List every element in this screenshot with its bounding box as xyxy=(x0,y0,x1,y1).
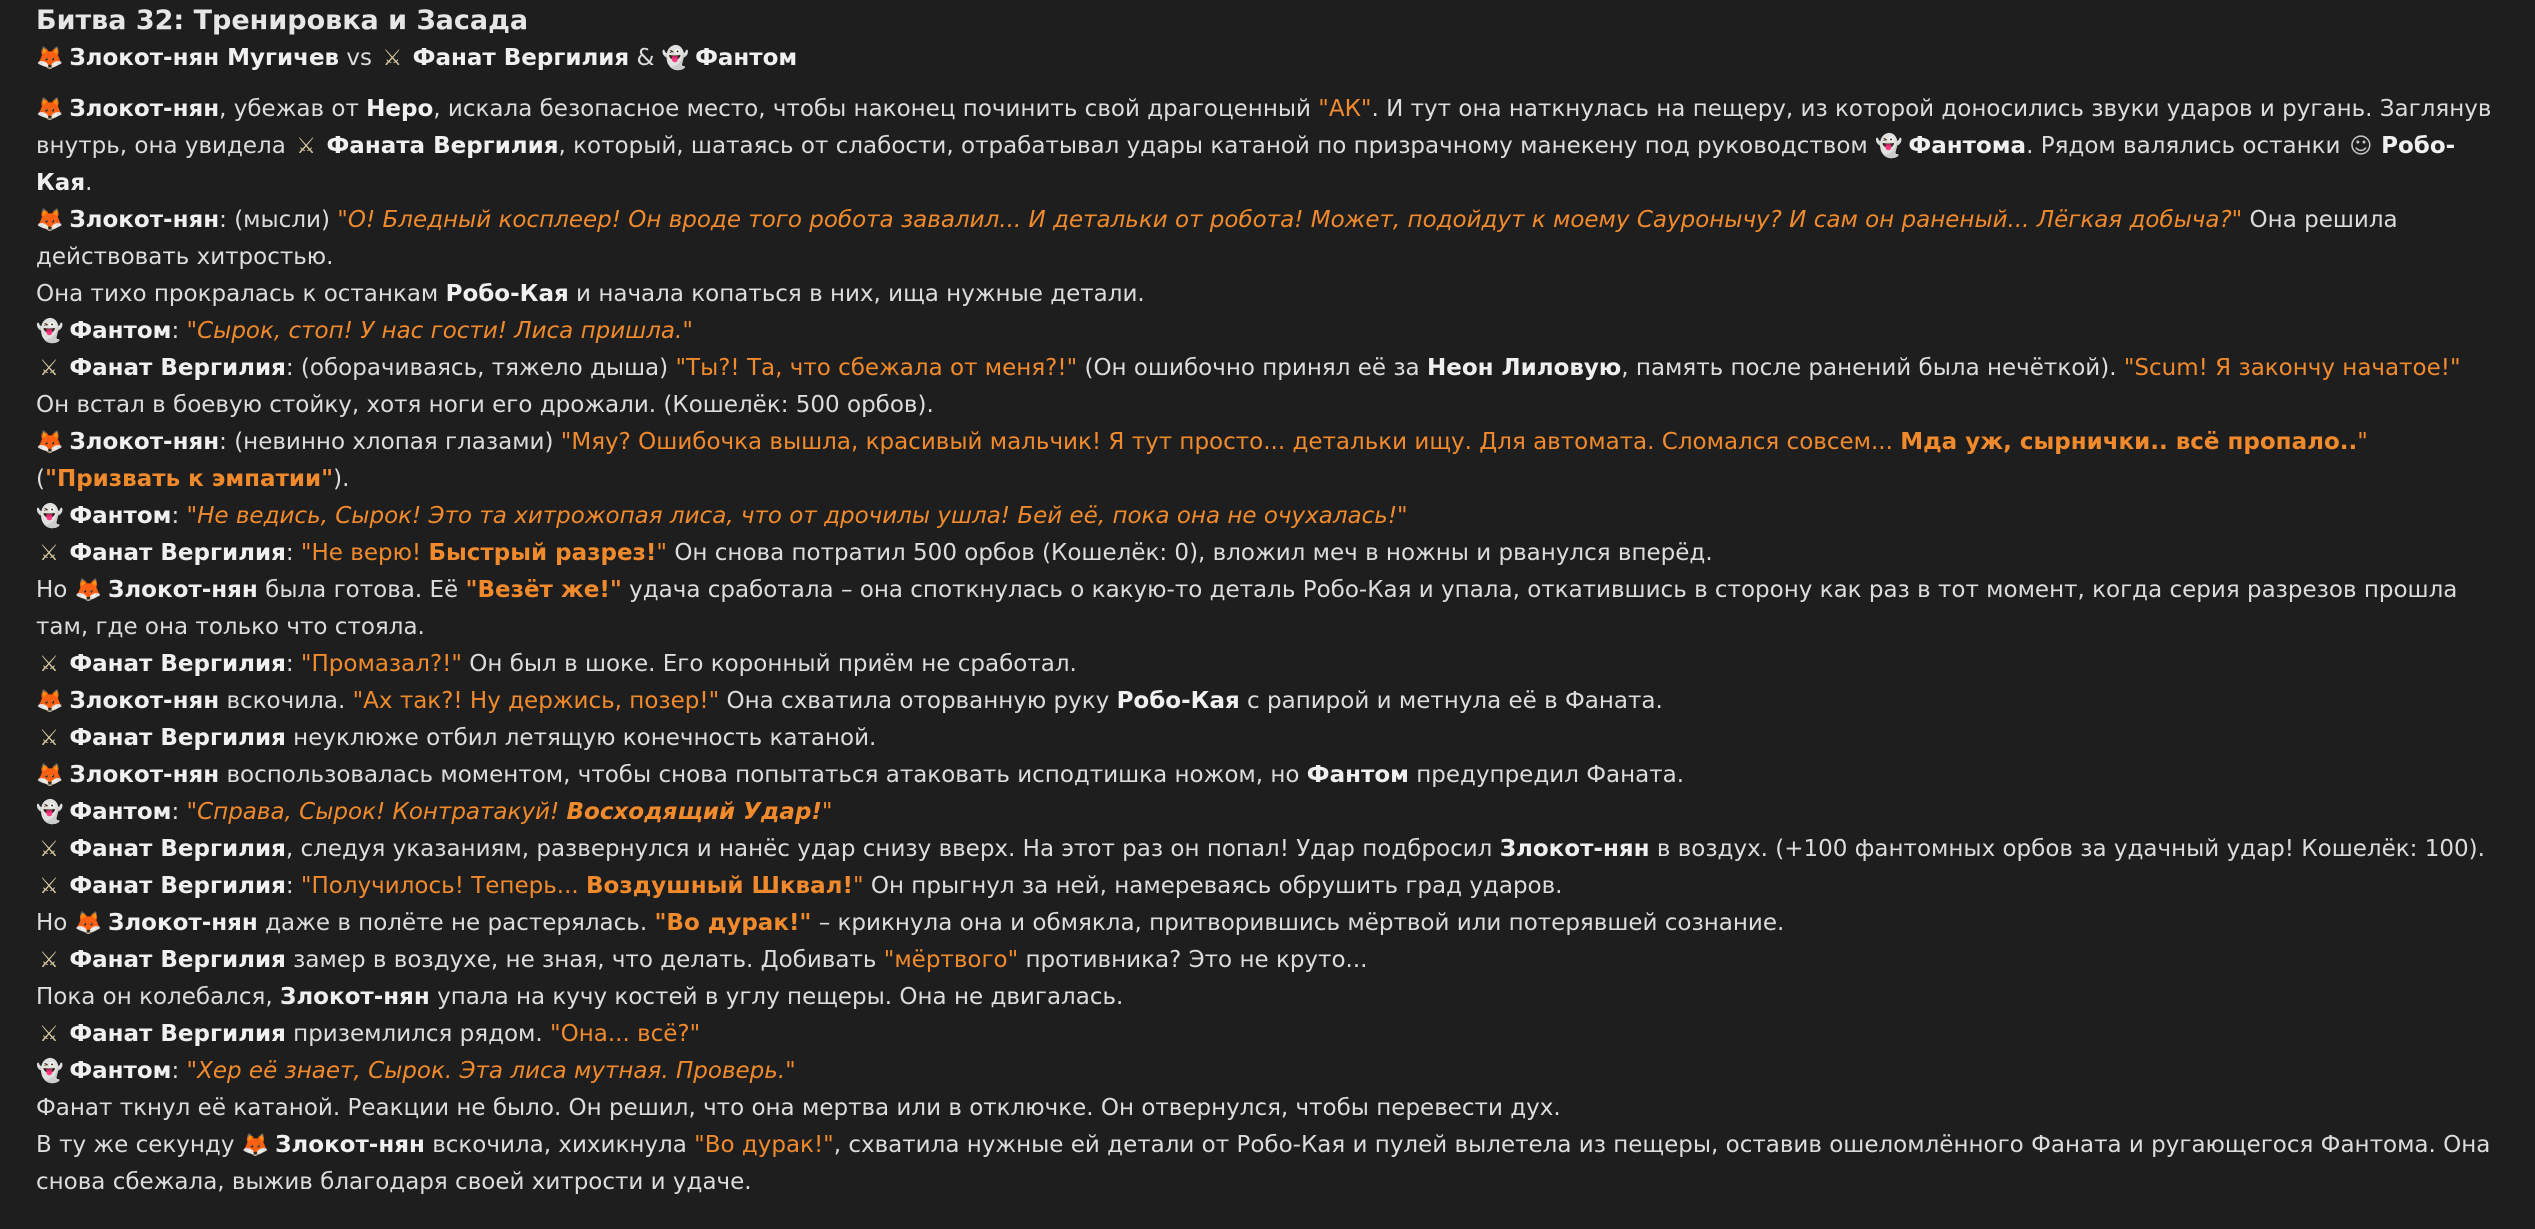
character-name: Злокот-нян xyxy=(69,762,220,788)
message-line xyxy=(36,868,2499,905)
character-name: Злокот-нян xyxy=(69,96,220,122)
text-segment: упала на кучу костей в углу пещеры. Она не двигалась. xyxy=(429,984,1124,1010)
message-line xyxy=(36,572,2499,646)
text-segment: противника? Это не круто... xyxy=(1018,947,1368,973)
magic-wand-icon: ⚔ xyxy=(39,874,59,899)
message-title: Битва 32: Тренировка и Засада xyxy=(36,5,529,36)
ghost-icon: 👻 xyxy=(661,46,690,71)
text-segment: Пока он колебался, xyxy=(36,984,280,1010)
message-line xyxy=(36,757,2499,794)
character-name: Фаната Вергилия xyxy=(326,133,559,159)
skill-name: "Призвать к эмпатии" xyxy=(44,466,334,492)
quote-text: "Справа, Сырок! Контратакуй! xyxy=(186,799,567,825)
message-line xyxy=(36,350,2499,424)
quote-text: "Ты?! Та, что сбежала от меня?!" xyxy=(675,355,1078,381)
ghost-icon: 👻 xyxy=(36,800,64,825)
text-segment: в воздух. (+100 фантомных орбов за удачный удар! Кошелёк: 100). xyxy=(1649,836,2485,862)
message-line xyxy=(36,794,2499,831)
character-name: Фантом xyxy=(1306,762,1409,788)
quote-text: "Ах так?! Ну держись, позер!" xyxy=(352,688,720,714)
text-segment: Он прыгнул за ней, намереваясь обрушить град ударов. xyxy=(863,873,1563,899)
character-name: Робо-Кая xyxy=(36,133,2456,196)
text-segment: и начала копаться в них, ища нужные детали. xyxy=(568,281,1145,307)
message-line xyxy=(36,424,2499,498)
character-name: Робо-Кая xyxy=(445,281,569,307)
text-segment: Она тихо прокралась к останкам xyxy=(36,281,446,307)
fox-icon: 🦊 xyxy=(36,97,64,122)
message-line xyxy=(36,202,2499,276)
text-segment: приземлился рядом. xyxy=(285,1021,551,1047)
text-segment: : xyxy=(285,540,301,566)
message-line xyxy=(36,40,2499,77)
text-segment: : xyxy=(285,651,301,677)
quote-text: "Scum! Я закончу начатое!" xyxy=(2123,355,2461,381)
text-segment: неуклюже отбил летящую конечность катаной. xyxy=(285,725,877,751)
character-name: Фанат Вергилия xyxy=(69,873,286,899)
message-line xyxy=(36,905,2499,942)
character-name: Фанат Вергилия xyxy=(412,45,630,71)
text-segment: (Он ошибочно принял её за xyxy=(1077,355,1427,381)
fox-icon: 🦊 xyxy=(74,911,103,936)
character-name: Фантом xyxy=(69,318,172,344)
text-segment: : (мысли) xyxy=(219,207,338,233)
text-segment: Она схватила оторванную руку xyxy=(719,688,1117,714)
text-segment: , следуя указаниям, развернулся и нанёс удар снизу вверх. На этот раз он попал! Удар подбросил xyxy=(285,836,1500,862)
quote-text: " xyxy=(852,873,864,899)
text-segment: Он был в шоке. Его коронный приём не сработал. xyxy=(461,651,1077,677)
skill-name: Быстрый разрез! xyxy=(428,540,657,566)
text-segment: , искала безопасное место, чтобы наконец починить свой драгоценный xyxy=(433,96,1319,122)
quote-text: " xyxy=(656,540,668,566)
text-segment: : xyxy=(171,1058,187,1084)
text-segment: – крикнула она и обмякла, притворившись мёртвой или потерявшей сознание. xyxy=(811,910,1785,936)
fox-icon: 🦊 xyxy=(74,578,103,603)
text-segment: Но xyxy=(36,577,75,603)
character-name: Злокот-нян Мугичев xyxy=(69,45,340,71)
message-line xyxy=(36,91,2499,202)
character-name: Фанат Вергилия xyxy=(69,725,286,751)
character-name: Неон Лиловую xyxy=(1426,355,1622,381)
fox-icon: 🦊 xyxy=(36,208,64,233)
text-segment: : (оборачиваясь, тяжело дыша) xyxy=(285,355,676,381)
text-segment: Она решила действовать хитростью. xyxy=(36,207,2398,270)
message-line xyxy=(36,313,2499,350)
text-segment: , схватила нужные ей детали от Робо-Кая и пулей вылетела из пещеры, оставив ошеломлённого Фаната и ругающегося Фантома. Она снова сбежала, выжив благодаря своей хитрости и удаче. xyxy=(36,1132,2491,1195)
magic-wand-icon: ⚔ xyxy=(39,948,59,973)
quote-text: " xyxy=(2357,429,2368,455)
quote-text: "Получилось! Теперь... xyxy=(300,873,587,899)
quote-text: "мёртвого" xyxy=(883,947,1019,973)
character-name: Злокот-нян xyxy=(1499,836,1650,862)
ghost-icon: 👻 xyxy=(36,504,64,529)
character-name: Неро xyxy=(366,96,434,122)
text-segment: ( xyxy=(36,466,45,492)
text-segment: : xyxy=(171,799,187,825)
text-segment: . Рядом валялись останки xyxy=(2026,133,2348,159)
ghost-icon: 👻 xyxy=(36,1059,64,1084)
skill-name: Воздушный Шквал! xyxy=(586,873,853,899)
quote-text: "Во дурак!" xyxy=(694,1132,834,1158)
text-segment: даже в полёте не растерялась. xyxy=(257,910,655,936)
fox-icon: 🦊 xyxy=(36,430,64,455)
character-name: Злокот-нян xyxy=(69,688,220,714)
text-segment: . xyxy=(85,170,93,196)
character-name: Фантом xyxy=(69,503,172,529)
magic-wand-icon: ⚔ xyxy=(39,726,59,751)
character-name: Фантом xyxy=(695,45,798,71)
message-line xyxy=(36,1016,2499,1053)
text-segment: ). xyxy=(333,466,350,492)
text-segment: Он встал в боевую стойку, хотя ноги его дрожали. (Кошелёк: 500 орбов). xyxy=(36,392,934,418)
character-name: Фанат Вергилия xyxy=(69,947,286,973)
text-segment: : xyxy=(171,318,187,344)
fox-icon: 🦊 xyxy=(241,1133,270,1158)
character-name: Фанат Вергилия xyxy=(69,651,286,677)
character-name: Робо-Кая xyxy=(1116,688,1240,714)
text-segment: предупредил Фаната. xyxy=(1408,762,1685,788)
skill-name: "Во дурак!" xyxy=(654,910,812,936)
message-line xyxy=(36,276,2499,313)
ghost-icon: 👻 xyxy=(1875,134,1903,159)
message-line xyxy=(36,720,2499,757)
text-segment: . И тут она наткнулась на пещеру, из которой доносились звуки ударов и ругань. Заглянув внутрь, она увидела xyxy=(36,96,2492,159)
character-name: Злокот-нян xyxy=(108,577,258,603)
magic-wand-icon: ⚔ xyxy=(296,134,317,159)
character-name: Фанат Вергилия xyxy=(69,355,286,381)
text-segment: Но xyxy=(36,910,75,936)
magic-wand-icon: ⚔ xyxy=(39,1022,59,1047)
character-name: Фанат Вергилия xyxy=(69,836,286,862)
robot-icon: ☺ xyxy=(2349,134,2373,159)
message-line xyxy=(36,979,2499,1016)
character-name: Злокот-нян xyxy=(69,429,220,455)
text-segment: & xyxy=(629,45,662,71)
character-name: Злокот-нян xyxy=(279,984,430,1010)
skill-name: "Везёт же!" xyxy=(465,577,622,603)
character-name: Злокот-нян xyxy=(69,207,220,233)
character-name: Злокот-нян xyxy=(275,1132,425,1158)
message-line xyxy=(36,498,2499,535)
message-body xyxy=(36,40,2499,1201)
message-line xyxy=(36,1053,2499,1090)
text-segment: : xyxy=(171,503,187,529)
quote-text: "О! Бледный косплеер! Он вроде того робота завалил... И детальки от робота! Может, подойдут к моему Сауронычу? И сам он раненый... Лёгкая добыча?" xyxy=(337,207,2243,233)
magic-wand-icon: ⚔ xyxy=(39,541,59,566)
magic-wand-icon: ⚔ xyxy=(382,46,403,71)
character-name: Фантома xyxy=(1908,133,2027,159)
quote-text: "Хер её знает, Сырок. Эта лиса мутная. Проверь." xyxy=(186,1058,796,1084)
text-segment: : (невинно хлопая глазами) xyxy=(219,429,561,455)
quote-text: " xyxy=(821,799,833,825)
text-segment: Фанат ткнул её катаной. Реакции не было. Он решил, что она мертва или в отключке. Он отвернулся, чтобы перевести дух. xyxy=(36,1095,1561,1121)
quote-text: "Не ведись, Сырок! Это та хитрожопая лиса, что от дрочилы ушла! Бей её, пока она не очухалась!" xyxy=(186,503,1408,529)
skill-name: Восходящий Удар! xyxy=(566,799,822,825)
magic-wand-icon: ⚔ xyxy=(39,837,59,862)
quote-text: "АК" xyxy=(1318,96,1372,122)
magic-wand-icon: ⚔ xyxy=(39,356,59,381)
fox-icon: 🦊 xyxy=(36,689,64,714)
quote-text: "Сырок, стоп! У нас гости! Лиса пришла." xyxy=(186,318,693,344)
fox-icon: 🦊 xyxy=(36,46,64,71)
quote-text: "Не верю! xyxy=(300,540,429,566)
text-segment: : xyxy=(285,873,301,899)
character-name: Фанат Вергилия xyxy=(69,540,286,566)
skill-name: Мда уж, сырнички.. всё пропало.. xyxy=(1900,429,2358,455)
text-segment: , убежав от xyxy=(219,96,367,122)
text-segment: vs xyxy=(339,45,380,71)
text-segment: Он снова потратил 500 орбов (Кошелёк: 0), вложил меч в ножны и рванулся вперёд. xyxy=(667,540,1713,566)
message-line xyxy=(36,1090,2499,1127)
text-segment: вскочила. xyxy=(219,688,353,714)
message-line xyxy=(36,1127,2499,1201)
text-segment: воспользовалась моментом, чтобы снова попытаться атаковать исподтишка ножом, но xyxy=(219,762,1307,788)
message-line xyxy=(36,535,2499,572)
text-segment: была готова. Её xyxy=(257,577,466,603)
text-segment: , память после ранений была нечёткой). xyxy=(1621,355,2124,381)
magic-wand-icon: ⚔ xyxy=(39,652,59,677)
text-segment: В ту же секунду xyxy=(36,1132,242,1158)
text-segment: с рапирой и метнула её в Фаната. xyxy=(1239,688,1663,714)
message-line xyxy=(36,683,2499,720)
quote-text: "Она... всё?" xyxy=(550,1021,701,1047)
text-segment: удача сработала – она споткнулась о какую-то деталь Робо-Кая и упала, откатившись в сторону как раз в тот момент, когда серия разрезов прошла там, где она только что стояла. xyxy=(36,577,2458,640)
text-segment: вскочила, хихикнула xyxy=(424,1132,695,1158)
character-name: Фантом xyxy=(69,1058,172,1084)
quote-text: "Мяу? Ошибочка вышла, красивый мальчик! Я тут просто... детальки ищу. Для автомата. Сломался совсем... xyxy=(560,429,1901,455)
ghost-icon: 👻 xyxy=(36,319,64,344)
character-name: Злокот-нян xyxy=(108,910,258,936)
character-name: Фантом xyxy=(69,799,172,825)
message-line xyxy=(36,831,2499,868)
character-name: Фанат Вергилия xyxy=(69,1021,286,1047)
text-segment: замер в воздухе, не зная, что делать. Добивать xyxy=(285,947,884,973)
fox-icon: 🦊 xyxy=(36,763,64,788)
quote-text: "Промазал?!" xyxy=(300,651,462,677)
message-line xyxy=(36,942,2499,979)
text-segment: , который, шатаясь от слабости, отрабатывал удары катаной по призрачному манекену под руководством xyxy=(558,133,1876,159)
message-line xyxy=(36,646,2499,683)
